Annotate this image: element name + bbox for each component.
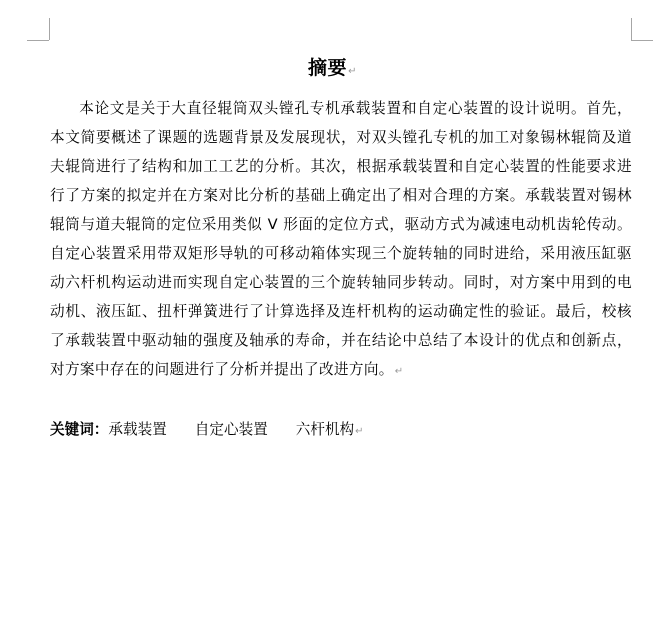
paragraph-mark-icon: ↵: [355, 426, 364, 437]
keyword-item: 自定心装置: [194, 421, 268, 438]
keywords-line: [50, 417, 364, 445]
abstract-paragraph: [50, 94, 632, 386]
abstract-text: 本论文是关于大直径辊筒双头镗孔专机承载装置和自定心装置的设计说明。首先，本文简要概述了课题的选题背景及发展现状，对双头镗孔专机的加工对象锡林辊筒及道夫辊筒进行了结构和加工工艺的分析。其次，根据承载装置和自定心装置的性能要求进行了方案的拟定并在方案对比分析的基础上确定出了相对合理的方案。承载装置对锡林辊筒与道夫辊筒的定位采用类似 V 形面的定位方式，驱动方式为减速电动机齿轮传动。自定心装置采用带双矩形导轨的可移动箱体实现三个旋转轴的同时进给，采用液压缸驱动六杆机构运动进而实现自定心装置的三个旋转轴同步转动。同时，对方案中用到的电动机、液压缸、扭杆弹簧进行了计算选择及连杆机构的运动确定性的验证。最后，校核了承载装置中驱动轴的强度及轴承的寿命，并在结论中总结了本设计的优点和创新点，对方案中存在的问题进行了分析并提出了改进方向。: [50, 100, 632, 378]
crop-mark-top-left: [49, 18, 50, 40]
crop-mark-top-right: [631, 40, 653, 41]
crop-mark-top-right: [631, 18, 632, 40]
keyword-item: 承载装置: [108, 421, 167, 438]
abstract-heading-text: 摘要: [308, 57, 348, 79]
abstract-heading: [0, 55, 665, 85]
keywords-label: 关键词：: [50, 421, 109, 438]
crop-mark-top-left: [27, 40, 49, 41]
keyword-item: 六杆机构: [295, 421, 355, 438]
paragraph-mark-icon: ↵: [394, 366, 404, 377]
paragraph-mark-icon: ↵: [348, 66, 357, 77]
